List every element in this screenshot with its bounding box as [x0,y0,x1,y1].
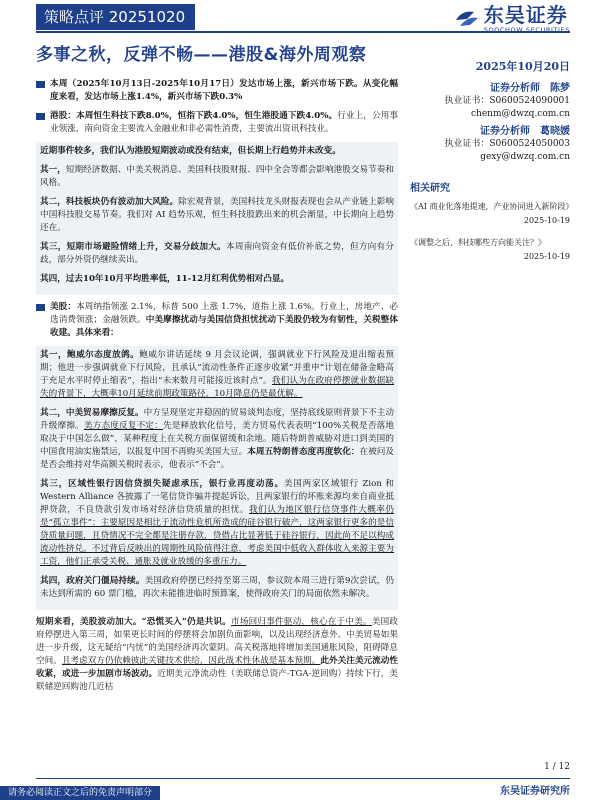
paragraph: 近期事件较多，我们认为港股短期波动或没有结束，但长期上行趋势并未改变。 [40,146,341,156]
bullet-hk [36,110,398,136]
analyst-block [410,82,570,121]
analyst-email[interactable]: gexy@dwzq.com.cn [480,152,570,162]
hk-outlook-box [36,142,398,295]
analyst-cert: 执业证书：S0600524050003 [444,139,570,149]
paragraph: 其一，鲍威尔态度放鸽。鲍威尔讲话延续 9 月会议论调，强调就业下行风险及退出缩表预期；他进一步强调就业下行风险，且承认“流动性条件正逐步收紧”并重申“计划在储备金略高于充足水平时停止缩表”，指出“未来数月可能接近该时点”。我们认为在政府停摆就业数据缺失的背景下，大概率10月延续前期政策路径，10月降息仍是最优解。 [40,350,394,399]
logo-name-en: SOOCHOW SECURITIES [483,26,570,34]
company-logo [454,4,570,34]
bullet-text: 港股：本周恒生科技下跌8.0%，恒指下跌4.0%，恒生港股通下跌4.0%。行业上，公用事业领涨，南向资金主要流入金融业和非必需性消费，主要流出资讯科技业。 [50,111,398,134]
bullet-markets [36,78,398,104]
logo-emblem-icon [454,6,480,32]
related-item-link[interactable]: 《AI 商业化落地提速，产业协同进入新阶段》 [410,202,574,211]
disclaimer-note: 请务必阅读正文之后的免责声明部分 [0,786,160,800]
footer-company: 东吴证券研究所 [500,786,570,797]
related-item-date: 2025-10-19 [523,216,570,225]
analyst-name: 证券分析师 葛晓媛 [480,126,570,137]
main-content [36,78,398,700]
analyst-block [410,125,570,164]
sidebar [410,78,574,273]
paragraph: 其四，政府关门僵局持续。美国政府停摆已经持至第三周，参议院本周三进行第9次尝试，仍未达到所需的 60 票门槛，再次未能推进临时预算案，使得政府关门的局面依然未解决。 [40,576,394,599]
paragraph: 其一，短期经济数据、中美关税消息、美国科技股财报、四中全会等都会影响港股交易节奏和风格。 [40,165,394,188]
bullet-square-icon [36,304,45,311]
analyst-email[interactable]: chenm@dwzq.com.cn [470,109,570,119]
report-title: 多事之秋，反弹不畅——港股&海外周观察 [36,45,367,65]
related-item-link[interactable]: 《调整之后，科技哪些方向能关注？》 [410,238,546,247]
bullet-us [36,301,398,340]
bullet-text: 美股：本周纳指领涨 2.1%，标普 500 上涨 1.7%，道指上涨 1.6%。行业上，房地产、必选消费领涨；金融领跌。中美摩擦扰动与美国信贷担忧扰动下美股仍较为有韧性，关税整体收建。具体来看： [50,302,398,338]
paragraph: 其三，区域性银行因信贷损失疑虑承压，银行业再度动荡。美国两家区域银行 Zion 和 Western Alliance 各披露了一笔信贷诈骗并提起诉讼，且两家银行的坏账来源均来自商业抵押贷款，不良贷款引发市场对经济信贷质量的担忧。我们认为地区银行信贷事件大概率仍是“孤立事件”：主要原因是相比于流动性危机所造成的硅谷银行破产，这两家银行更多的是信贷质量问题，且贷情况不完全都是注册存款，贷借占比显著低于硅谷银行，因此尚不足以构成流动性挤兑。不过背后反映出的周期性风险值得注意，考虑美国中低收入群体收入来源主要为工资，他们正承受关税、通胀及就业放缓的多重压力。 [40,479,394,567]
page-number: 1 / 12 [544,762,570,772]
analyst-name: 证券分析师 陈梦 [490,83,570,94]
report-date: 2025年10月20日 [475,60,570,73]
bullet-text: 本周（2025年10月13日-2025年10月17日）发达市场上涨，新兴市场下跌。从变化幅度来看，发达市场上涨1.4%，新兴市场下跌0.3% [50,79,398,102]
analyst-cert: 执业证书：S0600524090001 [444,96,570,106]
related-item-date: 2025-10-19 [523,252,570,261]
related-research-title: 相关研究 [410,183,450,194]
paragraph: 其三，短期市场避险情绪上升，交易分歧加大。本周南向资金有低价补底之势，但方向有分歧，部分外资仍继续卖出。 [40,242,394,265]
footer-rule [36,778,570,779]
paragraph: 其二，中美贸易摩擦反复。中方呈现坚定并稳固的贸易谈判态度，坚持底线原则背景下不主动升级摩擦。美方态度反复不定：先是释放软化信号，美方贸易代表表明“100%关税是否落地取决于中国怎么做”，某种程度上在关税方面保留缓和余地。随后特朗普威胁对进口到美国的中国食用油实施禁运，以报复中国不再购买美国大豆。本周五特朗普态度再度软化：在被问及是否会维持对华高额关税时表示，他表示“不会”。 [40,408,394,470]
bullet-square-icon [36,81,45,88]
paragraph: 短期来看，美股波动加大。“恐慌买入”仍是共识。市场回归事件驱动，核心在于中美。美国政府停摆进入第三周，如果更长时间的停摆将会加剧负面影响，以及出现经济意外。中美贸易如果进一步升级，这无疑给“内忧”的美国经济再次蒙阴。高关税落地将增加美国通胀风险，阻碍降息空间。且考虑双方仍依赖彼此关键技术供给，因此战术性休战是基本预期。此外关注美元流动性收紧，或进一步加剧市场波动。近期美元净流动性（美联储总资产-TGA-逆回购）持续下行，美联储逆回购池几近枯 [36,617,398,692]
us-detail-box [36,346,398,610]
report-type-tag: 策略点评 20251020 [36,4,195,30]
logo-name-cn: 东吴证券 [483,3,568,27]
bullet-square-icon [36,113,45,120]
paragraph: 其二，科技板块仍有波动加大风险。除宏观背景，美国科技龙头财报表现也会从产业链上影响中国科技股交易节奏。我们对 AI 趋势乐观，恒生科技股跌出来的机会渐显，中长期向上趋势还在。 [40,197,394,233]
paragraph: 其四，过去10年10月平均胜率低，11-12月红利优势相对凸显。 [40,274,290,284]
